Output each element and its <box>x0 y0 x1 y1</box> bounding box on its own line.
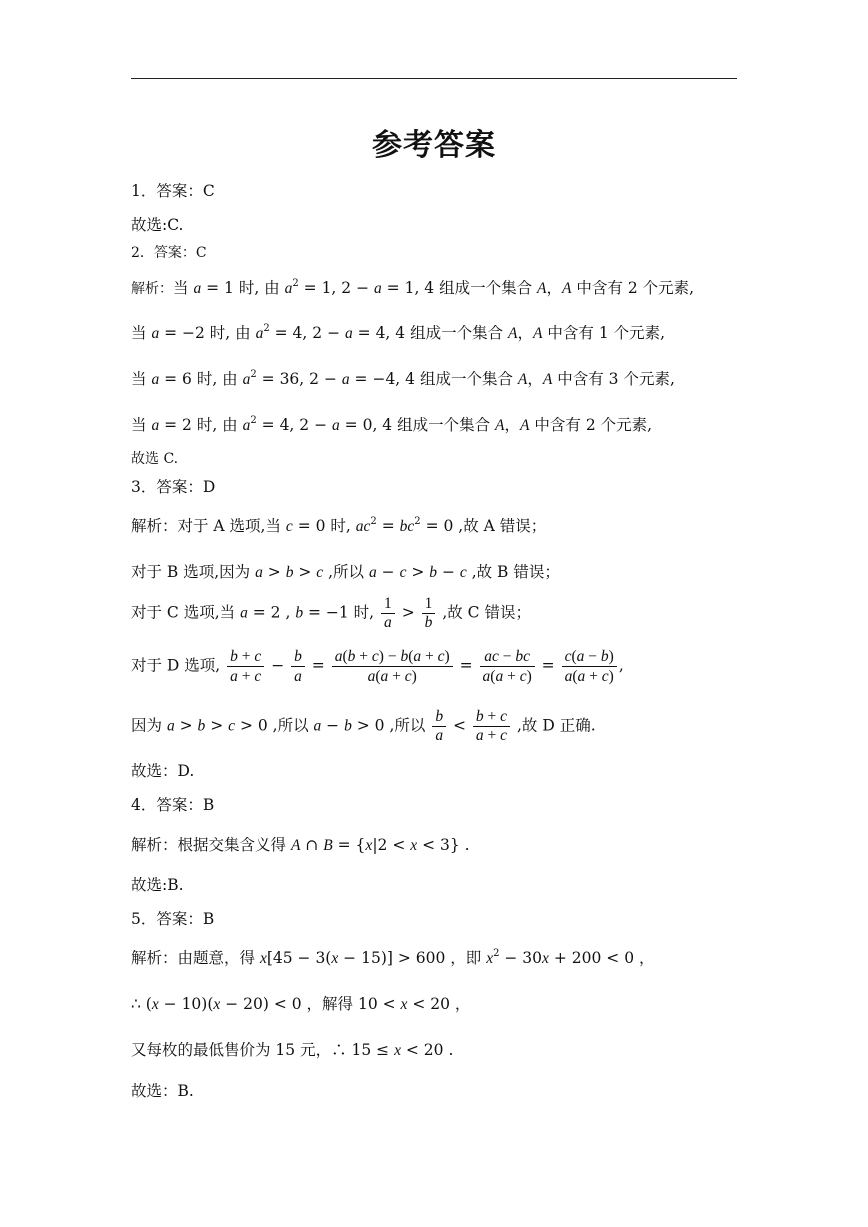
q1-answer: 1．答案：C <box>131 182 215 200</box>
q4-line-1: 解析：根据交集含义得 A ∩ B = {x|2 < x < 3} . <box>131 836 470 854</box>
q3-line-1: 解析：对于 A 选项,当 c = 0 时, $ac^2 = bc^2 = 0$ ,故 A 错误； <box>131 516 547 535</box>
q2-line-2: 当 a = −2 时, 由 $a^2 = 4$, 2 − a = 4, 4 组成一个集合 A，A 中含有 1 个元素, <box>131 323 666 342</box>
q3-line-5: 因为 a > b > c > 0 ,所以 a − b > 0 ,所以 $\frac{b}{a}$ < $\frac{b + c}{a + c}$ ,故 D 正确. <box>131 708 596 744</box>
q3-line-2: 对于 B 选项,因为 a > b > c ,所以 a − c > b − c ,故 B 错误； <box>131 563 560 581</box>
q4-answer: 4．答案：B <box>131 796 215 814</box>
q3-answer: 3．答案：D <box>131 478 216 496</box>
q2-answer: 2．答案：C <box>131 245 207 261</box>
q3-conclusion: 故选：D. <box>131 762 195 780</box>
q2-conclusion: 故选 C. <box>131 451 179 467</box>
q5-line-1: 解析：由题意，得 x[45 − 3(x − 15)] > 600 ，即 $x^2 - 30x + 200 < 0$ ， <box>131 948 655 967</box>
page-title: 参考答案 <box>372 128 496 163</box>
q2-line-1: 解析：当 a = 1 时, 由 $a^2 = 1$, 2 − a = 1, 4 组成一个集合 A，A 中含有 2 个元素, <box>131 278 695 297</box>
q1-conclusion: 故选:C. <box>131 216 184 234</box>
header-rule <box>131 78 737 79</box>
q5-line-3: 又每枚的最低售价为 15 元，∴ 15 ≤ x < 20 . <box>131 1041 454 1059</box>
q2-line-3: 当 a = 6 时, 由 $a^2 = 36$, 2 − a = −4, 4 组成一个集合 A，A 中含有 3 个元素, <box>131 369 675 388</box>
q3-line-4: 对于 D 选项, $\frac{b + c}{a + c}$ − $\frac{b}{a}$ = $\frac{a(b + c) - b(a + c)}{a(a + c)}$ = $\frac{ac - bc}{a(a + c)}$ = $\frac{c(a - b)}{a(a + c)}$ , <box>131 648 624 685</box>
q4-conclusion: 故选:B. <box>131 876 184 894</box>
q5-line-2: ∴ (x − 10)(x − 20) < 0 ，解得 10 < x < 20 ， <box>131 995 471 1013</box>
q5-answer: 5．答案：B <box>131 910 215 928</box>
q5-conclusion: 故选：B. <box>131 1082 194 1100</box>
q2-line-4: 当 a = 2 时, 由 $a^2 = 4$, 2 − a = 0, 4 组成一个集合 A，A 中含有 2 个元素, <box>131 415 653 434</box>
q3-line-3: 对于 C 选项,当 a = 2 , b = −1 时, $\frac{1}{a}$ > $\frac{1}{b}$ ,故 C 错误； <box>131 595 531 631</box>
